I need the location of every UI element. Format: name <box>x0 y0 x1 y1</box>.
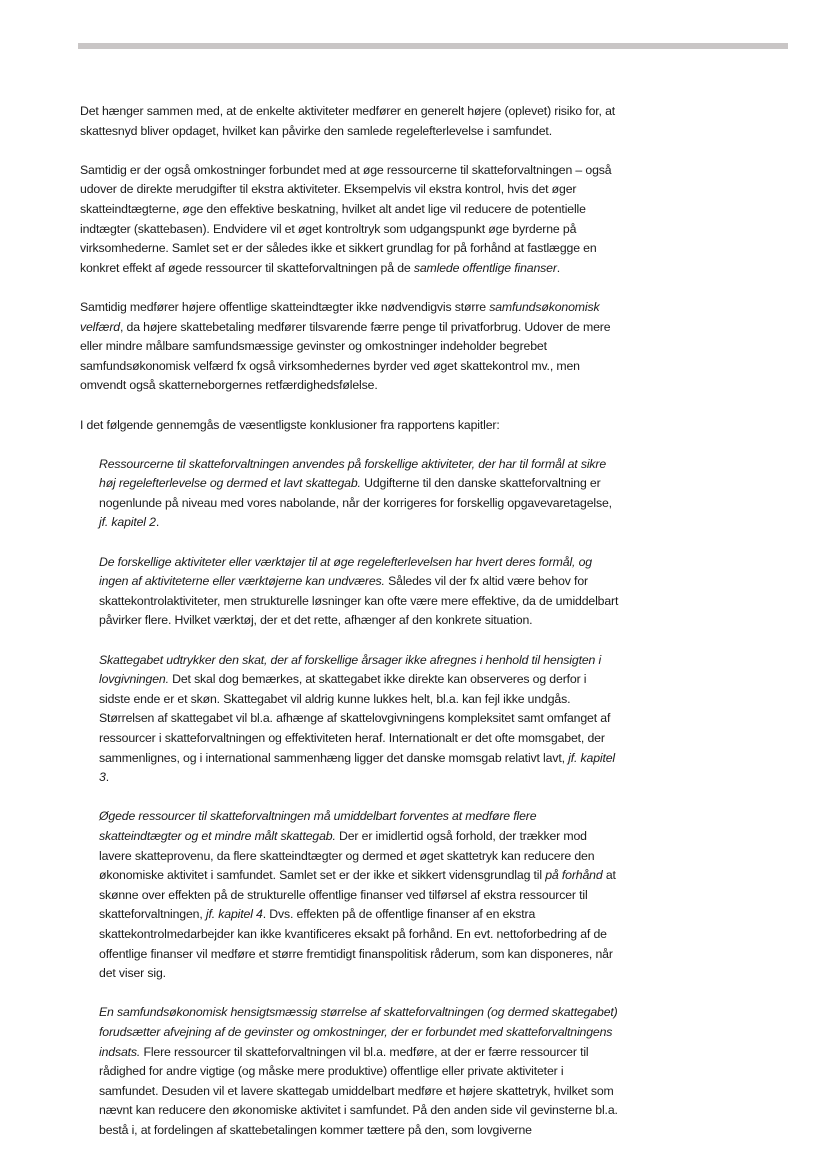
paragraph <box>80 416 620 436</box>
document-body <box>80 102 620 1140</box>
conclusion-item <box>99 651 620 788</box>
text-run: . Dvs. effekten på de offentlige finanser af en ekstra skattekontrolmedarbejder kan ikke kvantificeres eksakt på forhånd. En evt. nettoforbedring af de offentlige finanser vil medføre et større fremtidigt finanspolitisk råderum, som kan disponeres, når det viser sig. <box>99 907 613 981</box>
text-run: Flere ressourcer til skatteforvaltningen vil bl.a. medføre, at der er færre ressourcer til rådighed for andre vigtige (og måske mere produktive) offentlige eller private aktiviteter i samfundet. Desuden vil et lavere skattegab umiddelbart medføre et højere skattetryk, hvilket som nævnt kan reducere den økonomiske aktivitet i samfundet. På den anden side vil gevinsterne bl.a. bestå i, at fordelingen af skattebetalingen kommer tættere på den, som lovgiverne <box>99 1044 618 1137</box>
paragraph <box>80 102 620 141</box>
italic-run: jf. kapitel 4 <box>205 907 263 922</box>
italic-run: jf. kapitel 2 <box>99 515 156 530</box>
italic-run: samfundsøkonomisk velfærd <box>80 299 600 334</box>
text-run: . <box>105 770 109 785</box>
italic-run: jf. kapitel 3 <box>99 750 616 785</box>
italic-run: på forhånd <box>545 868 603 883</box>
italic-run: De forskellige aktiviteter eller værktøjer til at øge regelefterlevelsen har hvert deres formål, og ingen af aktiviteterne eller værktøjerne kan undværes. <box>99 554 592 589</box>
text-run: Det skal dog bemærkes, at skattegabet ikke direkte kan observeres og derfor i sidste ende er et skøn. Skattegabet vil aldrig kunne lukkes helt, bl.a. kan fejl ikke undgås. Størrelsen af skattegabet vil bl.a. afhænge af skattelovgivningens kompleksitet samt omfanget af ressourcer i skatteforvaltningen og effektiviteten heraf. Internationalt er det ofte momsgabet, der sammenlignes, og i international sammenhæng ligger det danske momsgab relativt lavt, <box>99 672 611 765</box>
paragraph <box>80 161 620 279</box>
text-run: Det hænger sammen med, at de enkelte aktiviteter medfører en generelt højere (oplevet) risiko for, at skattesnyd bliver opdaget, hvilket kan påvirke den samlede regelefterlevelse i samfundet. <box>80 104 616 138</box>
conclusion-item <box>99 1003 620 1140</box>
text-run: Således vil der fx altid være behov for skattekontrolaktiviteter, men strukturelle løsninger kan ofte være mere effektive, da de umiddelbart påvirker flere. Hvilket værktøj, der et det rette, afhænger af den konkrete situation. <box>99 574 619 628</box>
conclusion-item <box>99 807 620 983</box>
text-run: Samtidig medfører højere offentlige skatteindtægter ikke nødvendigvis større <box>80 299 490 314</box>
paragraph <box>80 298 620 396</box>
conclusion-item <box>99 553 620 631</box>
italic-run: samlede offentlige finanser <box>413 260 557 275</box>
text-run: Udgifterne til den danske skatteforvaltning er nogenlunde på niveau med vores nabolande, når der korrigeres for forskellig opgavevaretagelse, <box>99 476 612 510</box>
italic-run: Øgede ressourcer til skatteforvaltningen må umiddelbart forventes at medføre flere skatteindtægter og et mindre målt skattegab. <box>99 809 537 843</box>
italic-run: Ressourcerne til skatteforvaltningen anvendes på forskellige aktiviteter, der har til formål at sikre høj regelefterlevelse og dermed et lavt skattegab. <box>99 456 607 491</box>
text-run: , da højere skattebetaling medfører tilsvarende færre penge til privatforbrug. Udover de mere eller mindre målbare samfundsmæssige gevinster og omkostninger indeholder begrebet samfundsøkonomisk velfærd fx også virksomhedernes byrder ved øget skattekontrol mv., men omvendt også skatterneborgernes retfærdighedsfølelse. <box>80 319 611 393</box>
text-run: . <box>556 260 561 275</box>
text-run: Samtidig er der også omkostninger forbundet med at øge ressourcerne til skatteforvaltningen – også udover de direkte merudgifter til ekstra aktiviteter. Eksempelvis vil ekstra kontrol, hvis det øger skatteindtægterne, øge den effektive beskatning, hvilket alt andet lige vil reducere de potentielle indtægter (skattebasen). Endvidere vil et øget kontroltryk som udgangspunkt øge byrderne på virksomhederne. Samlet set er der således ikke et sikkert grundlag for på forhånd at fastlægge en konkret effekt af øgede ressourcer til skatteforvaltningen på de <box>80 162 612 275</box>
text-run: . <box>155 515 160 530</box>
italic-run: En samfundsøkonomisk hensigtsmæssig størrelse af skatteforvaltningen (og dermed skattegabet) forudsætter afvejning af de gevinster og omkostninger, der er forbundet med skatteforvaltningens indsats. <box>99 1005 618 1059</box>
text-run: at skønne over effekten på de strukturelle offentlige finanser ved tilførsel af ekstra ressourcer til skatteforvaltningen, <box>99 868 616 922</box>
conclusion-item <box>99 455 620 533</box>
italic-run: Skattegabet udtrykker den skat, der af forskellige årsager ikke afregnes i henhold til hensigten i lovgivningen. <box>99 652 602 687</box>
text-run: I det følgende gennemgås de væsentligste konklusioner fra rapportens kapitler: <box>80 417 500 432</box>
header-rule <box>78 43 788 49</box>
text-run: Der er imidlertid også forhold, der trækker mod lavere skatteprovenu, da flere skatteindtægter og dermed et øget skattetryk kan reducere den økonomiske aktivitet i samfundet. Samlet set er der ikke et sikkert vidensgrundlag til <box>99 828 595 883</box>
